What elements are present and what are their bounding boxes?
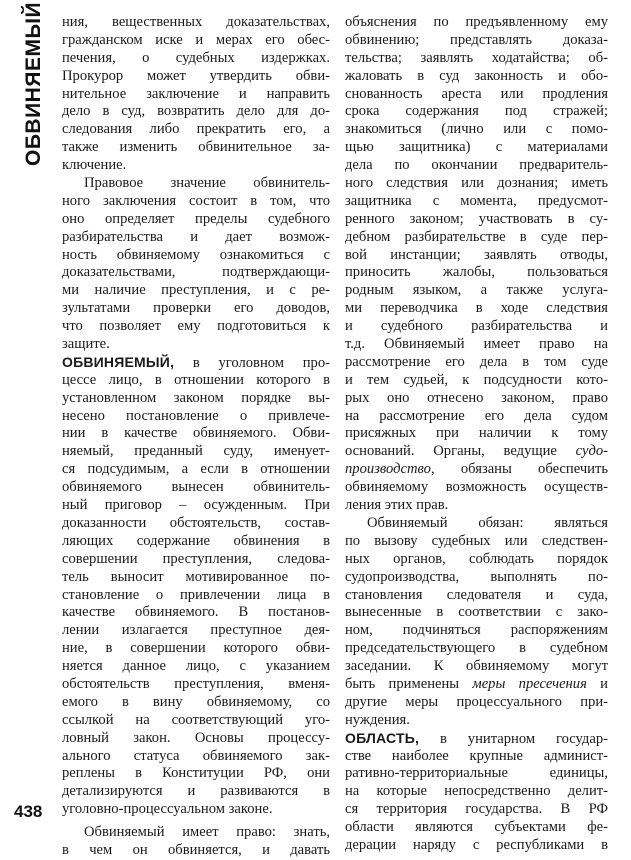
text-line [62, 86, 330, 104]
line-text: в чем он обвиняется, и давать [62, 841, 330, 858]
text-line [62, 282, 330, 300]
line-text: знакомиться (лично или с помо- [345, 121, 608, 138]
line-text: нуждения. [345, 711, 410, 728]
line-text: реплены в Конституции РФ, они [62, 765, 330, 782]
line-text: ние, в совершении которого обви- [62, 640, 330, 657]
entry-headword: ОБВИНЯЕМЫЙ, [62, 353, 175, 370]
text-line [62, 229, 330, 247]
line-text: ренного законом; участвовать в су- [345, 210, 608, 227]
right-column [345, 14, 608, 855]
text-line [345, 354, 608, 372]
line-text: ния, вещественных доказательствах, [62, 14, 330, 30]
line-text: и [586, 675, 608, 692]
text-line [345, 408, 608, 426]
line-text: няемый, преданный суду, именует- [62, 443, 330, 460]
text-line [62, 658, 330, 676]
text-line [345, 497, 608, 515]
text-line [345, 694, 608, 712]
text-line [62, 694, 330, 712]
text-line [345, 193, 608, 211]
text-line [345, 300, 608, 318]
text-line [345, 569, 608, 587]
text-line [345, 533, 608, 551]
text-line [345, 50, 608, 68]
text-line [345, 587, 608, 605]
line-text: в уголовном про- [174, 354, 330, 371]
line-text: ся подсудимым, а если в отношении [62, 461, 330, 478]
line-text: качестве обвиняемого. В постанов- [62, 604, 330, 621]
text-line [62, 193, 330, 211]
text-line [345, 121, 608, 139]
line-text: ключение. [62, 157, 127, 174]
line-text: т.д. Обвиняемый имеет право на [345, 336, 608, 353]
line-text: по вызову судебных или следствен- [345, 532, 608, 549]
text-line [62, 783, 330, 801]
line-text: оснований. Органы, ведущие [345, 443, 576, 460]
line-text: защитника с момента, предусмот- [345, 192, 608, 209]
line-text: также изменить обвинительное за- [62, 139, 330, 156]
line-text: нии в качестве обвиняемого. Обви- [62, 425, 330, 442]
text-line [62, 479, 330, 497]
line-text: Правовое значение обвинитель- [84, 175, 330, 192]
text-line [345, 551, 608, 569]
text-line [345, 658, 608, 676]
running-head: ОБВИНЯЕМЫЙ [22, 1, 45, 166]
line-text: нительное заключение и направить [62, 85, 330, 102]
line-text: Прокурор может утвердить обви- [62, 67, 330, 84]
line-text: объяснения по предъявленному ему [345, 14, 608, 30]
text-line [345, 765, 608, 783]
text-line [345, 229, 608, 247]
line-text: , обязаны обеспечить [430, 461, 608, 478]
text-line [345, 640, 608, 658]
line-text: вой инстанции; заявлять отводы, [345, 246, 608, 263]
text-line [62, 622, 330, 640]
text-line [62, 32, 330, 50]
text-line [62, 318, 330, 336]
line-text: ность обвиняемому ознакомиться с [62, 246, 330, 263]
text-line [62, 569, 330, 587]
line-text: что позволяет ему подготовиться к [62, 318, 330, 335]
text-line [62, 175, 330, 193]
text-line [62, 587, 330, 605]
line-text: ми наличие преступления, и с ре- [62, 282, 330, 299]
text-line [345, 103, 608, 121]
line-text: няется данное лицо, с указанием [62, 658, 330, 675]
line-text: Обвиняемый обязан: являться [367, 514, 608, 531]
text-line [62, 712, 330, 730]
text-line [345, 32, 608, 50]
line-text: оно определяет пределы судебного [62, 210, 330, 227]
line-text: ративно-территориальные единицы, [345, 765, 608, 782]
text-line [62, 157, 330, 175]
cross-reference: производство [345, 461, 431, 478]
text-line [62, 354, 330, 372]
text-line [345, 372, 608, 390]
text-line [345, 801, 608, 819]
line-text: дела по окончании предваритель- [345, 157, 608, 174]
text-line [62, 676, 330, 694]
line-text: гражданском иске и мерах его обес- [62, 31, 330, 48]
line-text: судопроизводства, выполнять по- [345, 568, 608, 585]
line-text: ального статуса обвиняемого зак- [62, 747, 330, 764]
text-line [62, 730, 330, 748]
text-line [345, 336, 608, 354]
line-text: разбирательства и дает возмож- [62, 228, 330, 245]
text-line [62, 139, 330, 157]
line-text: ного заключения состоит в том, что [62, 192, 330, 209]
line-text: и тем судьей, к подсудности кото- [345, 371, 608, 388]
line-text: ся территория государства. В РФ [345, 801, 608, 818]
line-text: области являются субъектами фе- [345, 819, 608, 836]
line-text: другие меры процессуального при- [345, 693, 608, 710]
line-text: снованность ареста или продления [345, 85, 608, 102]
line-text: тельства; заявлять ходатайства; об- [345, 49, 608, 66]
line-text: совершении преступления, следова- [62, 550, 330, 567]
text-line [345, 479, 608, 497]
line-text: на которые непосредственно делит- [345, 783, 608, 800]
text-line [62, 103, 330, 121]
text-line [345, 86, 608, 104]
line-text: председательствующего в судебном [345, 640, 608, 657]
line-text: ления этих прав. [345, 497, 449, 514]
line-text: дерации наряду с республиками в [345, 836, 608, 853]
text-line [345, 622, 608, 640]
text-line [62, 390, 330, 408]
text-line [345, 748, 608, 766]
line-text: ловный закон. Основы процессу- [62, 729, 330, 746]
text-line [62, 497, 330, 515]
line-text: вынесенные в соответствии с зако- [345, 604, 608, 621]
line-text: родным языком, а также услуга- [345, 282, 608, 299]
line-text: обвиняемому возможность осуществ- [345, 479, 608, 496]
text-line [62, 604, 330, 622]
text-line [62, 765, 330, 783]
line-text: несено постановление о привлече- [62, 407, 330, 424]
text-line [62, 300, 330, 318]
line-text: защите. [62, 336, 110, 353]
line-text: в унитарном государ- [419, 730, 608, 747]
text-line [62, 824, 330, 842]
text-line [62, 121, 330, 139]
line-text: емого в вину обвиняемому, со [62, 693, 330, 710]
text-line [62, 515, 330, 533]
text-line [62, 533, 330, 551]
line-text: ссылкой на соответствующий уго- [62, 711, 330, 728]
line-text: щью защитника) с материалами [345, 139, 608, 156]
text-line [345, 318, 608, 336]
line-text: стве наиболее крупные админист- [345, 747, 608, 764]
text-line [345, 461, 608, 479]
text-line [62, 211, 330, 229]
text-line [345, 819, 608, 837]
line-text: ного следствия или дознания; иметь [345, 175, 608, 192]
text-line [345, 730, 608, 748]
line-text: присяжных при наличии к тому [345, 425, 608, 442]
line-text: уголовно-процессуальном законе. [62, 801, 273, 818]
left-column [62, 14, 330, 860]
line-text: цессе лицо, в отношении которого в [62, 371, 330, 388]
line-text: рассмотрение его дела в том суде [345, 353, 608, 370]
line-text: следования либо прекратить его, а [62, 121, 330, 138]
text-line [345, 14, 608, 32]
text-line [345, 211, 608, 229]
line-text: становление о привлечении лица в [62, 586, 330, 603]
line-text: рых оно отнесено законом, право [345, 389, 608, 406]
text-line [62, 461, 330, 479]
line-text: Обвиняемый имеет право: знать, [84, 824, 330, 841]
text-line [62, 551, 330, 569]
line-text: ных органов, соблюдать порядок [345, 550, 608, 567]
line-text: ми переводчика в ходе следствия [345, 300, 608, 317]
line-text: доказанности обстоятельств, состав- [62, 514, 330, 531]
text-line [345, 515, 608, 533]
text-line [345, 157, 608, 175]
text-line [345, 837, 608, 855]
text-line [345, 68, 608, 86]
line-text: заседании. К обвиняемому могут [345, 658, 608, 675]
text-line [345, 247, 608, 265]
text-line [345, 425, 608, 443]
line-text: на рассмотрение его дела судом [345, 407, 608, 424]
text-line [62, 443, 330, 461]
line-text: лении излагается преступное дея- [62, 622, 330, 639]
line-text: становления следователя и суда, [345, 586, 608, 603]
line-text: и судебного разбирательства и [345, 318, 608, 335]
line-text: жаловать в суд законность и обо- [345, 67, 608, 84]
text-line [62, 14, 330, 32]
line-text: ном, подчиняться распоряжениям [345, 622, 608, 639]
line-text: быть применены [345, 675, 473, 692]
text-line [62, 336, 330, 354]
text-line [62, 264, 330, 282]
text-line [345, 443, 608, 461]
line-text: дело в суд, возвратить дело для до- [62, 103, 330, 120]
cross-reference: меры пресечения [472, 675, 587, 692]
line-text: тель выносит мотивированное по- [62, 568, 330, 585]
line-text: ный приговор – осужденным. При [62, 497, 330, 514]
text-line [345, 139, 608, 157]
text-line [345, 264, 608, 282]
text-line [62, 408, 330, 426]
line-text: приносить жалобы, пользоваться [345, 264, 608, 281]
line-text: доказательствами, подтверждающи- [62, 264, 330, 281]
text-line [62, 425, 330, 443]
page-number: 438 [14, 802, 43, 821]
line-text: зультатами проверки его доводов, [62, 300, 330, 317]
line-text: дебном разбирательстве в суде пер- [345, 228, 608, 245]
text-line [345, 282, 608, 300]
text-line [62, 748, 330, 766]
line-text: срока содержания под стражей; [345, 103, 608, 120]
text-line [62, 247, 330, 265]
line-text: обвинению; представлять доказа- [345, 31, 608, 48]
line-text: ляющих содержание обвинения в [62, 532, 330, 549]
text-line [345, 390, 608, 408]
text-line [62, 640, 330, 658]
cross-reference: судо- [575, 443, 608, 460]
text-line [345, 175, 608, 193]
text-line [62, 50, 330, 68]
line-text: печения, о судебных издержках. [62, 49, 330, 66]
line-text: обвиняемого вынесен обвинитель- [62, 479, 330, 496]
text-line [62, 68, 330, 86]
text-line [62, 801, 330, 819]
text-line [62, 372, 330, 390]
text-line [345, 604, 608, 622]
entry-headword: ОБЛАСТЬ, [345, 729, 420, 746]
line-text: обстоятельств преступления, вменя- [62, 675, 330, 692]
line-text: детализируются и развиваются в [62, 783, 330, 800]
text-line [345, 783, 608, 801]
text-line [345, 712, 608, 730]
line-text: установленном законом порядке вы- [62, 389, 330, 406]
text-line [345, 676, 608, 694]
